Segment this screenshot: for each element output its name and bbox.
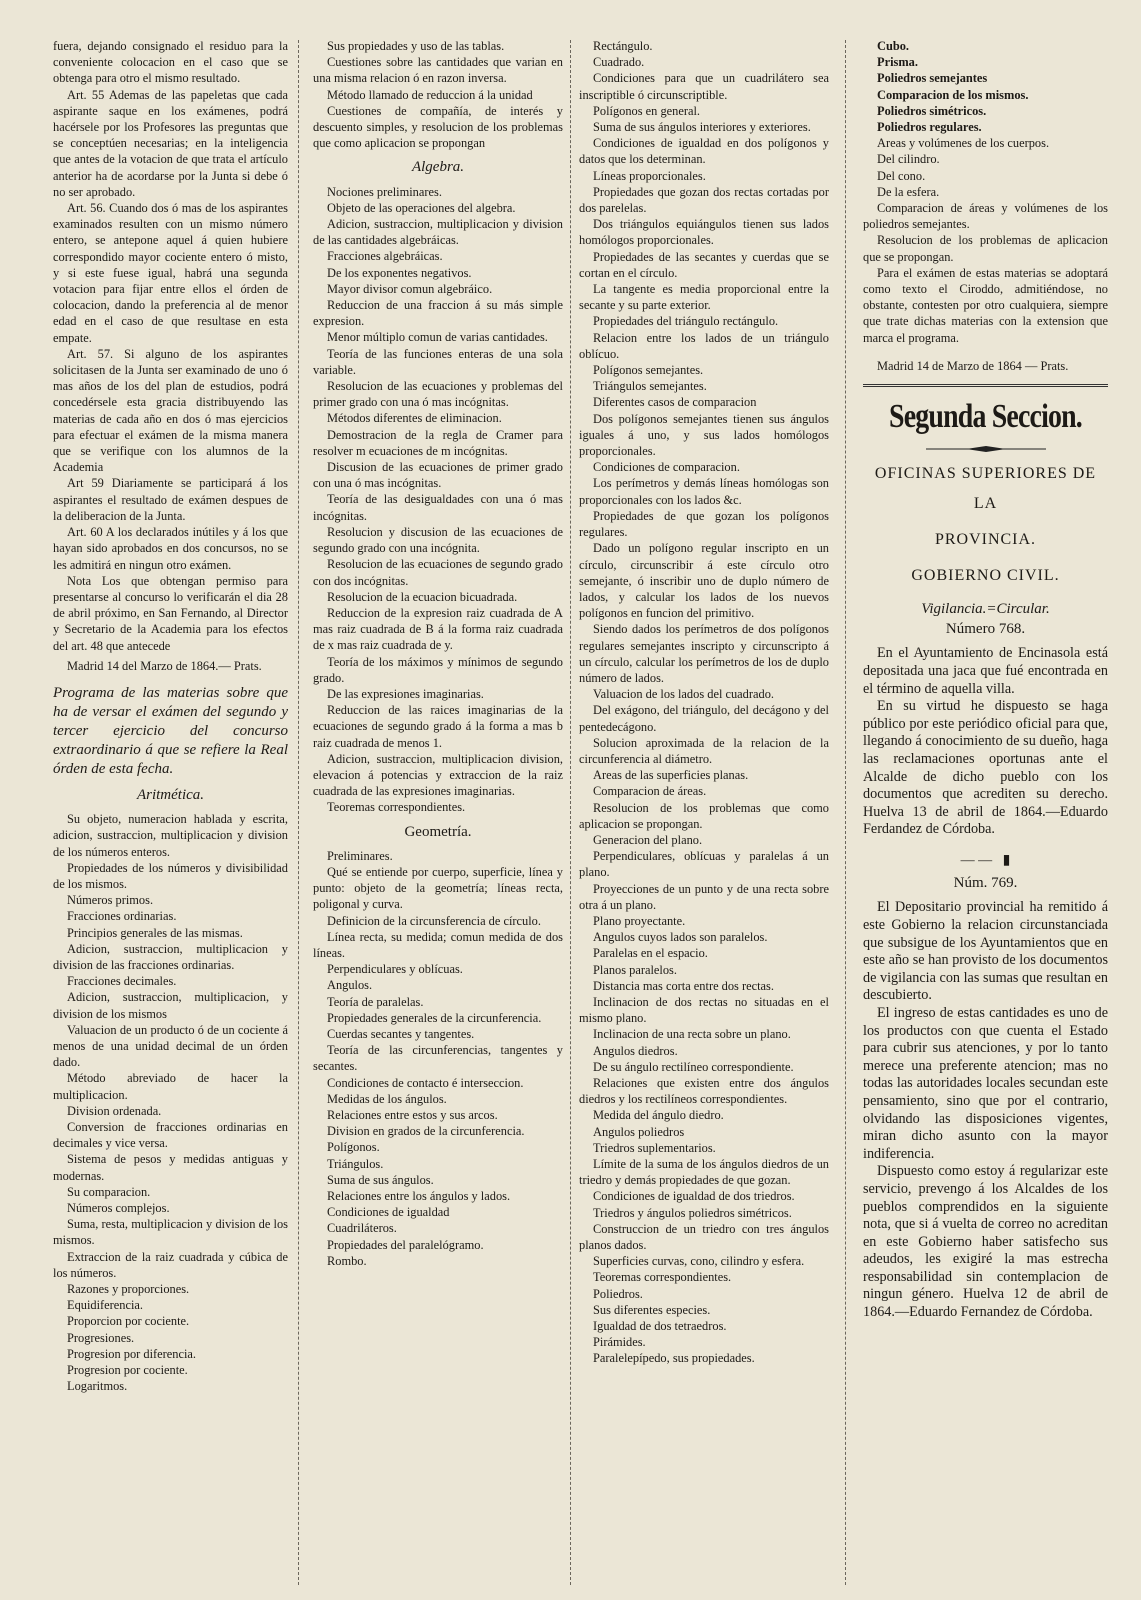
office-heading: OFICINAS SUPERIORES DE LA [874,465,1097,513]
list-item: Progresiones. [67,1330,135,1345]
list-item: Resolucion de los problemas que como aplicacion se propongan. [579,800,829,831]
paragraph: En el Ayuntamiento de Encinasola está depositada una jaca que fué encontrada en el término de aquella villa. [863,645,1108,697]
list-item: Razones y proporciones. [67,1282,190,1297]
heading-algebra: Algebra. [411,159,465,176]
list-item: Resolucion de las ecuaciones de segundo grado con dos incógnitas. [313,557,563,588]
list-item: Sus diferentes especies. [593,1302,711,1317]
section-title: Segunda Seccion. [889,398,1082,436]
list-item: Cuadriláteros. [327,1221,397,1236]
list-item: Inclinacion de dos rectas no situadas en el mismo plano. [579,994,829,1026]
list-item: Poliedros simétricos. [877,103,987,118]
list-item: Areas de las superficies planas. [593,768,749,783]
number-769: Núm. 769. [953,875,1018,892]
list-item: Adicion, sustraccion, multiplicacion y division de las fracciones ordinarias. [53,941,288,972]
list-item: Mayor divisor comun algebráico. [327,281,493,296]
list-item: Condiciones de igualdad [327,1205,450,1220]
list-item: Extraccion de la raiz cuadrada y cúbica de los números. [53,1249,288,1280]
list-item: Polígonos en general. [593,103,701,118]
list-item: Division ordenada. [67,1103,162,1118]
list-item: Fracciones ordinarias. [67,909,177,924]
list-item: Angulos poliedros [593,1124,685,1139]
list-item: Cubo. [877,39,910,53]
list-item: Distancia mas corta entre dos rectas. [593,978,774,993]
list-item: De su ángulo rectilíneo correspondiente. [593,1059,794,1074]
list-item: Reduccion de las raices imaginarias de la ecuaciones de segundo grado á la forma a mas b raiz cuadrada de menos 1. [313,703,563,750]
list-item: Cuadrado. [593,55,645,70]
list-item: Condiciones de contacto é interseccion. [327,1075,524,1090]
paragraph: Para el exámen de estas materias se adoptará como texto el Ciroddo, admitiéndose, no obstante, contesten por otro cualquiera, siempre que trate dichas materias con la extension que marca el programa. [863,265,1108,345]
list-item: Líneas proporcionales. [593,168,706,183]
paragraph: El ingreso de estas cantidades es uno de los productos con que cuenta el Estado para cubrir sus atenciones, y por lo tanto merece una preferente atencion; mas no todas las autoridades locales secundan este pensamiento, sino que por el contrario, olvidando las disposiciones vigentes, miran dicho asunto con la mayor indiferencia. [863,1004,1108,1162]
list-item: Suma, resta, multiplicacion y division de los mismos. [53,1217,288,1248]
list-item: Dos triángulos equiángulos tienen sus lados homólogos proporcionales. [579,217,829,248]
list-item: Resolucion y discusion de las ecuaciones de segundo grado con una incógnita. [313,524,563,556]
list-item: Triángulos semejantes. [593,379,707,394]
list-item: Dos polígonos semejantes tienen sus ángulos iguales á uno, y sus lados homólogos proporcionales. [579,411,829,459]
list-item: Método llamado de reduccion á la unidad [327,87,533,102]
list-item: Resolucion de los problemas de aplicacion que se propongan. [863,233,1108,264]
list-item: Fracciones decimales. [67,974,177,989]
list-item: Condiciones para que un cuadrilátero sea inscriptible ó circunscriptible. [579,71,829,102]
article-60: Art. 60 A los declarados inútiles y á los que hayan sido aprobados en dos concursos, no se les admitirá en ningun otro exámen. [53,525,288,572]
signature: Madrid 14 de Marzo de 1864 — Prats. [877,358,1069,373]
list-item: Propiedades del paralelógramo. [327,1237,484,1252]
number-768: Número 768. [945,621,1026,638]
list-item: Principios generales de las mismas. [67,925,243,940]
paragraph: Dispuesto como estoy á regularizar este servicio, prevengo á los Alcaldes de los pueblos comprendidos en la siguiente nota, que si á vuelta de correo no acreditan en este Gobierno haber satisfecho sus adeudos, les exigiré la mas estrecha responsabilidad sin contemplacion de ningun género. Huelva 12 de abril de 1864.—Eduardo Fernandez de Córdoba. [863,1163,1108,1321]
list-item: Poliedros semejantes [877,71,988,86]
list-item: Suma de sus ángulos. [327,1172,434,1187]
list-item: Plano proyectante. [593,913,686,928]
list-item: Medida del ángulo diedro. [593,1108,724,1123]
column-4 [863,38,1108,1593]
list-item: Del cono. [877,168,926,183]
list-item: Proyecciones de un punto y de una recta sobre otra á un plano. [579,881,829,912]
column-rule [298,40,299,1585]
list-item: Paralelas en el espacio. [593,946,708,961]
list-item: Progresion por cociente. [67,1363,188,1378]
list-item: Resolucion de las ecuaciones y problemas del primer grado con una ó mas incógnitas. [313,379,563,410]
list-item: Teoremas correspondientes. [327,800,466,815]
list-item: Poliedros regulares. [877,120,982,135]
list-item: Angulos cuyos lados son paralelos. [593,930,768,945]
list-item: Perpendiculares y oblícuas. [327,962,463,977]
paragraph: fuera, dejando consignado el residuo para la conveniente colocacion en el caso que se obtenga para otro el mismo resultado. [53,39,288,86]
list-item: De las expresiones imaginarias. [327,686,484,701]
list-item: Su comparacion. [67,1184,151,1199]
program-title: Programa de las materias sobre que ha de versar el exámen del segundo y tercer ejercicio del concurso extraordinario á que se refiere la Real órden de esta fecha. [53,684,288,777]
list-item: Relaciones que existen entre dos ángulos diedros y los rectilíneos correspondientes. [579,1076,829,1107]
list-item: Valuacion de un producto ó de un cociente á menos de una unidad decimal de un órden dado. [53,1022,288,1070]
signature: Madrid 14 del Marzo de 1864.— Prats. [67,658,262,673]
list-item: Angulos diedros. [593,1043,678,1058]
list-item: Prisma. [877,55,918,70]
paragraph: El Depositario provincial ha remitido á este Gobierno la relacion circunstanciada que subsigue de los Ayuntamientos que en este año se han provisto de los documentos de vigilancia con las sumas que resultan en descubierto. [863,899,1108,1004]
list-item: Sistema de pesos y medidas antiguas y modernas. [53,1152,288,1183]
list-item: Objeto de las operaciones del algebra. [327,200,516,215]
list-item: Relaciones entre estos y sus arcos. [327,1108,498,1122]
list-item: Preliminares. [327,848,393,863]
list-item: La tangente es media proporcional entre la secante y su parte exterior. [579,282,829,313]
list-item: Propiedades que gozan dos rectas cortadas por dos parelelas. [579,184,829,216]
list-item: Igualdad de dos tetraedros. [593,1319,727,1334]
list-item: Generacion del plano. [593,832,703,847]
list-item: Condiciones de igualdad de dos triedros. [593,1189,795,1204]
list-item: Reduccion de la expresion raiz cuadrada de A mas raiz cuadrada de B á la forma raiz cuadrada de x mas raiz cuadrada de y. [313,605,563,653]
list-item: Números primos. [67,893,154,908]
list-item: Propiedades de los números y divisibilidad de los mismos. [53,860,288,891]
list-item: Triedros y ángulos poliedros simétricos. [593,1205,792,1220]
list-item: Sus propiedades y uso de las tablas. [327,39,505,53]
list-item: Polígonos. [327,1140,380,1155]
ornament-icon [926,445,1046,453]
list-item: Método abreviado de hacer la multiplicacion. [53,1071,288,1102]
circular-label: Vigilancia.=Circular. [921,601,1050,618]
column-3 [579,38,829,1593]
list-item: Triedros suplementarios. [593,1140,716,1155]
list-item: Construccion de un triedro con tres ángulos planos dados. [579,1221,829,1253]
list-item: Números complejos. [67,1201,170,1215]
list-item: Relacion entre los lados de un triángulo oblícuo. [579,330,829,361]
list-item: Límite de la suma de los ángulos diedros de un triedro y demás propiedades de que gozan. [579,1157,829,1188]
article-56: Art. 56. Cuando dos ó mas de los aspirantes examinados resulten con un mismo número entero, se antepone aquel á quien hubiere correspondido mayor cociente entero ó misto, y si este fuese igual, habrá una segunda votacion para fijar entre ellos el órden de colocacion, dando la preferencia al de menor edad en el caso de que resultase en esta empate. [53,201,288,345]
article-55: Art. 55 Ademas de las papeletas que cada aspirante saque en los exámenes, podrá hacérsele por los Profesores las preguntas que se conceptúen necesarias; en la inteligencia que antes de la votacion de que trata el artículo anterior ha de acordarse por la Junta si debe ó no ser aprobado. [53,87,288,199]
list-item: Equidiferencia. [67,1298,144,1313]
list-item: Cuestiones sobre las cantidades que varian en una misma relacion ó en razon inversa. [313,55,563,86]
list-item: Adicion, sustraccion, multiplicacion y division de las cantidades algebráicas. [313,217,563,248]
list-item: Adicion, sustraccion, multiplicacion division, elevacion á potencias y extraccion de la raiz cuadrada de las expresiones imaginarias. [313,751,563,799]
list-item: Medidas de los ángulos. [327,1091,447,1106]
list-item: Comparacion de los mismos. [877,87,1029,102]
list-item: Propiedades generales de la circunferencia. [327,1010,542,1025]
list-item: Resolucion de la ecuacion bicuadrada. [327,589,518,604]
list-item: Definicion de la circunsferencia de círculo. [327,913,541,928]
list-item: De la esfera. [877,184,940,199]
list-item: Propiedades de las secantes y cuerdas que se cortan en el círculo. [579,249,829,280]
list-item: Teoremas correspondientes. [593,1270,732,1285]
column-rule [570,40,571,1585]
list-item: Pirámides. [593,1335,646,1350]
column-1 [53,38,288,1593]
list-item: Conversion de fracciones ordinarias en decimales y vice versa. [53,1119,288,1151]
list-item: Diferentes casos de comparacion [593,395,757,410]
list-item: Los perímetros y demás líneas homólogas son proporcionales con los lados &c. [579,476,829,507]
list-item: Comparacion de áreas y volúmenes de los poliedros semejantes. [863,201,1108,232]
list-item: Condiciones de igualdad en dos polígonos y datos que los determinan. [579,136,829,167]
list-item: Logaritmos. [67,1379,128,1394]
list-item: Menor múltiplo comun de varias cantidades. [327,330,548,345]
list-item: Cuestiones de compañía, de interés y descuento simples, y resolucion de los problemas que como aplicacion se propongan [313,103,563,151]
list-item: Teoría de las circunferencias, tangentes y secantes. [313,1043,563,1074]
list-item: Siendo dados los perímetros de dos polígonos regulares semejantes inscripto y circunscripto á un círculo, calcular los perímetros de los de duplo número de lados. [579,622,829,685]
list-item: Proporcion por cociente. [67,1314,190,1329]
list-item: Su objeto, numeracion hablada y escrita, adicion, sustraccion, multiplicacion y division de los números enteros. [53,812,288,859]
list-item: Reduccion de una fraccion á su más simple expresion. [313,298,563,329]
list-item: Adicion, sustraccion, multiplicacion, y division de los mismos [53,990,288,1021]
list-item: Métodos diferentes de eliminacion. [327,411,502,426]
list-item: Valuacion de los lados del cuadrado. [593,687,774,702]
list-item: Rombo. [327,1253,367,1268]
list-item: Propiedades de que gozan los polígonos regulares. [579,508,829,540]
list-item: Teoría de los máximos y mínimos de segundo grado. [313,654,563,685]
separator: — — ▮ [960,853,1011,868]
list-item: Relaciones entre los ángulos y lados. [327,1189,511,1204]
list-item: Del exágono, del triángulo, del decágono y del pentedecágono. [579,703,829,734]
list-item: Nociones preliminares. [327,184,442,199]
nota: Nota Los que obtengan permiso para presentarse al concurso lo verificarán el dia 28 de abril próximo, en San Fernando, al Director y Secretario de la Academia para los efectos del art. 48 que antecede [53,573,288,653]
list-item: Discusion de las ecuaciones de primer grado con una ó mas incógnitas. [313,460,563,491]
list-item: Condiciones de comparacion. [593,460,740,475]
list-item: Comparacion de áreas. [593,784,707,799]
list-item: Polígonos semejantes. [593,363,704,378]
list-item: De los exponentes negativos. [327,265,472,280]
list-item: Division en grados de la circunferencia. [327,1124,525,1139]
list-item: Inclinacion de una recta sobre un plano. [593,1027,791,1042]
list-item: Fracciones algebráicas. [327,249,443,264]
office-heading: GOBIERNO CIVIL. [911,567,1060,585]
list-item: Areas y volúmenes de los cuerpos. [877,136,1050,151]
list-item: Triángulos. [327,1156,384,1171]
list-item: Poliedros. [593,1286,643,1301]
list-item: Propiedades del triángulo rectángulo. [593,314,779,329]
article-59: Art 59 Diariamente se participará á los aspirantes el resultado de exámen despues de la deliberacion de la Junta. [53,476,288,523]
list-item: Cuerdas secantes y tangentes. [327,1026,475,1041]
list-item: Teoría de paralelas. [327,994,424,1009]
list-item: Demostracion de la regla de Cramer para resolver m ecuaciones de m incógnitas. [313,427,563,458]
column-2 [313,38,563,1593]
list-item: Teoría de las desigualdades con una ó mas incógnitas. [313,492,563,523]
office-heading: PROVINCIA. [934,531,1037,549]
section-divider [863,384,1108,387]
list-item: Superficies curvas, cono, cilindro y esfera. [593,1254,805,1269]
list-item: Dado un polígono regular inscripto en un círculo, circunscribir á este círculo otro semejante, ó inscribir uno de duplo número de lados, y calcular los lados de los nuevos polígonos en funcion del primitivo. [579,541,829,621]
list-item: Línea recta, su medida; comun medida de dos líneas. [313,929,563,960]
list-item: Qué se entiende por cuerpo, superficie, línea y punto: objeto de la geometría; líneas recta, poligonal y curva. [313,864,563,912]
heading-geometria: Geometría. [404,823,472,840]
article-57: Art. 57. Si alguno de los aspirantes solicitasen de la Junta ser examinado de uno ó mas años de los del plan de estudios, podrá concedérsele esta gracia distribuyendo las materias de cada año en dos ó mas ejercicios para efectuar el exámen de la misma manera que se verifique con los alumnos de la Academia [53,346,288,475]
paragraph: En su virtud he dispuesto se haga público por este periódico oficial para que, llegando á conocimiento de su dueño, haga las reclamaciones oportunas ante el Alcalde de dicho pueblo con los documentos que acrediten su derecho. Huelva 13 de abril de 1864.—Eduardo Ferdandez de Córdoba. [863,698,1108,838]
list-item: Teoría de las funciones enteras de una sola variable. [313,346,563,377]
list-item: Suma de sus ángulos interiores y exteriores. [593,120,811,135]
list-item: Del cilindro. [877,152,940,167]
list-item: Paralelepípedo, sus propiedades. [593,1351,755,1366]
heading-aritmetica: Aritmética. [136,786,205,803]
list-item: Rectángulo. [593,39,653,53]
list-item: Progresion por diferencia. [67,1346,197,1361]
list-item: Perpendiculares, oblícuas y paralelas á un plano. [579,849,829,880]
list-item: Angulos. [327,978,373,993]
list-item: Planos paralelos. [593,962,677,977]
list-item: Solucion aproximada de la relacion de la circunferencia al diámetro. [579,735,829,766]
column-rule [845,40,846,1585]
